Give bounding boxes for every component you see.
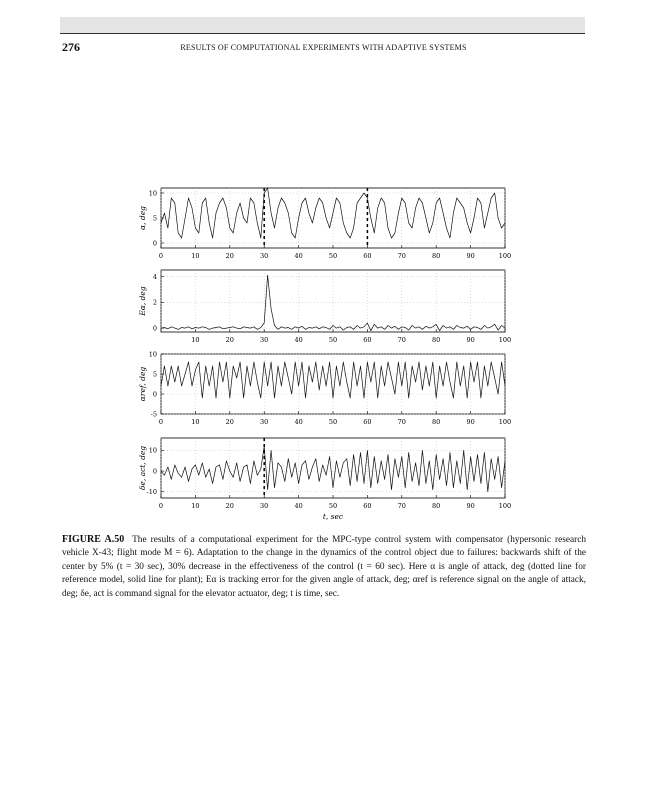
- panel-1-x-tick-label: 10: [191, 252, 200, 260]
- panel-1-x-tick-label: 20: [225, 252, 234, 260]
- panel-3-x-tick-label: 0: [158, 418, 164, 426]
- panel-4-y-axis-label: δe, act, deg: [138, 445, 147, 491]
- panel-3-y-tick-label: 10: [148, 350, 157, 359]
- panel-1-y-tick-label: 10: [148, 189, 157, 198]
- panel-1-x-tick-label: 0: [158, 252, 164, 260]
- panel-3-x-tick-label: 100: [498, 418, 512, 426]
- panel-2-x-tick-label: 90: [466, 336, 475, 344]
- panel-3-x-tick-label: 90: [466, 418, 475, 426]
- panel-4-y-tick-label: -10: [146, 488, 157, 497]
- panel-2-x-tick-label: 30: [260, 336, 269, 344]
- panel-3-frame: [161, 354, 505, 414]
- panel-4-x-tick-label: 60: [363, 502, 372, 510]
- panel-4-frame: [161, 438, 505, 498]
- panel-3-y-tick-label: 5: [152, 370, 157, 379]
- panel-4-x-tick-label: 80: [432, 502, 441, 510]
- panel-3-x-tick-label: 30: [260, 418, 269, 426]
- panel-4-x-tick-label: 70: [397, 502, 406, 510]
- panel-1-x-tick-label: 40: [294, 252, 303, 260]
- panel-3-y-axis-label: αref, deg: [138, 366, 147, 402]
- panel-1-x-tick-label: 100: [498, 252, 512, 260]
- panel-2-x-tick-label: 40: [294, 336, 303, 344]
- panel-4-series-line: [161, 446, 505, 492]
- panel-4-y-tick-label: 10: [148, 446, 157, 455]
- panel-4-x-tick-label: 20: [225, 502, 234, 510]
- figure-caption: [62, 533, 586, 601]
- panel-1-frame: [161, 188, 505, 248]
- panel-4-x-axis-label: t, sec: [322, 512, 344, 521]
- panel-4-x-tick-label: 100: [498, 502, 512, 510]
- panel-2-y-tick-label: 0: [152, 324, 157, 333]
- panel-2-frame: [161, 270, 505, 332]
- running-head: RESULTS OF COMPUTATIONAL EXPERIMENTS WITH ADAPTIVE SYSTEMS: [180, 43, 467, 52]
- panel-2-x-tick-label: 70: [397, 336, 406, 344]
- panel-4-x-tick-label: 50: [328, 502, 338, 510]
- panel-3-x-tick-label: 10: [191, 418, 200, 426]
- panel-2-x-tick-label: 20: [225, 336, 234, 344]
- figure-caption-text: The results of a computational experiment for the MPC-type control system with compensator (hypersonic research vehicle X-43; flight mode M = 6). Adaptation to the change in the dynamics of the control object due to failures: backwards shift of the center by 5% (t = 30 sec), 30% decrease in the effectiveness of the control (t = 60 sec). Here α is angle of attack, deg (dotted line for reference model, solid line for plant); Eα is tracking error for the given angle of attack, deg; αref is reference signal on the angle of attack, deg; δe, act is command signal for the elevator actuator, deg; t is time, sec.: [62, 535, 587, 599]
- panel-3-x-tick-label: 80: [432, 418, 441, 426]
- panel-3-x-tick-label: 50: [328, 418, 338, 426]
- panel-4-x-tick-label: 30: [260, 502, 269, 510]
- panel-2-y-axis-label: Eα, deg: [138, 286, 147, 316]
- panel-2-x-tick-label: 10: [191, 336, 200, 344]
- panel-3-x-tick-label: 60: [363, 418, 372, 426]
- panel-4-x-tick-label: 10: [191, 502, 200, 510]
- panel-2-x-tick-label: 60: [363, 336, 372, 344]
- panel-1-x-tick-label: 50: [328, 252, 338, 260]
- panel-4-x-tick-label: 40: [294, 502, 303, 510]
- panel-1-x-tick-label: 60: [363, 252, 372, 260]
- panel-1-x-tick-label: 70: [397, 252, 406, 260]
- panel-1-y-tick-label: 0: [152, 239, 157, 248]
- panel-3-series-line: [161, 362, 505, 398]
- panel-4-x-tick-label: 0: [158, 502, 164, 510]
- panel-1-x-tick-label: 90: [466, 252, 475, 260]
- panel-3-x-tick-label: 20: [225, 418, 234, 426]
- panel-3-x-tick-label: 70: [397, 418, 406, 426]
- panel-4-y-tick-label: 0: [152, 467, 157, 476]
- panel-1-x-tick-label: 30: [260, 252, 269, 260]
- panel-3-y-tick-label: 0: [152, 390, 157, 399]
- panel-2-x-tick-label: 80: [432, 336, 441, 344]
- page-number: 276: [62, 40, 80, 54]
- panel-2-x-tick-label: 100: [498, 336, 512, 344]
- panel-3-y-tick-label: -5: [150, 410, 157, 419]
- panel-1-y-axis-label: α, deg: [138, 206, 147, 230]
- panel-1-x-tick-label: 80: [432, 252, 441, 260]
- figure-label: FIGURE A.50: [62, 534, 125, 545]
- panel-4-x-tick-label: 90: [466, 502, 475, 510]
- panel-2-series-line: [161, 275, 505, 331]
- panel-1-series-line: [161, 188, 505, 238]
- panel-2-y-tick-label: 4: [152, 272, 157, 281]
- panel-3-x-tick-label: 40: [294, 418, 303, 426]
- panel-2-y-tick-label: 2: [152, 298, 157, 307]
- panel-2-x-tick-label: 50: [328, 336, 338, 344]
- panel-1-y-tick-label: 5: [152, 214, 157, 223]
- header-bar: [60, 17, 585, 34]
